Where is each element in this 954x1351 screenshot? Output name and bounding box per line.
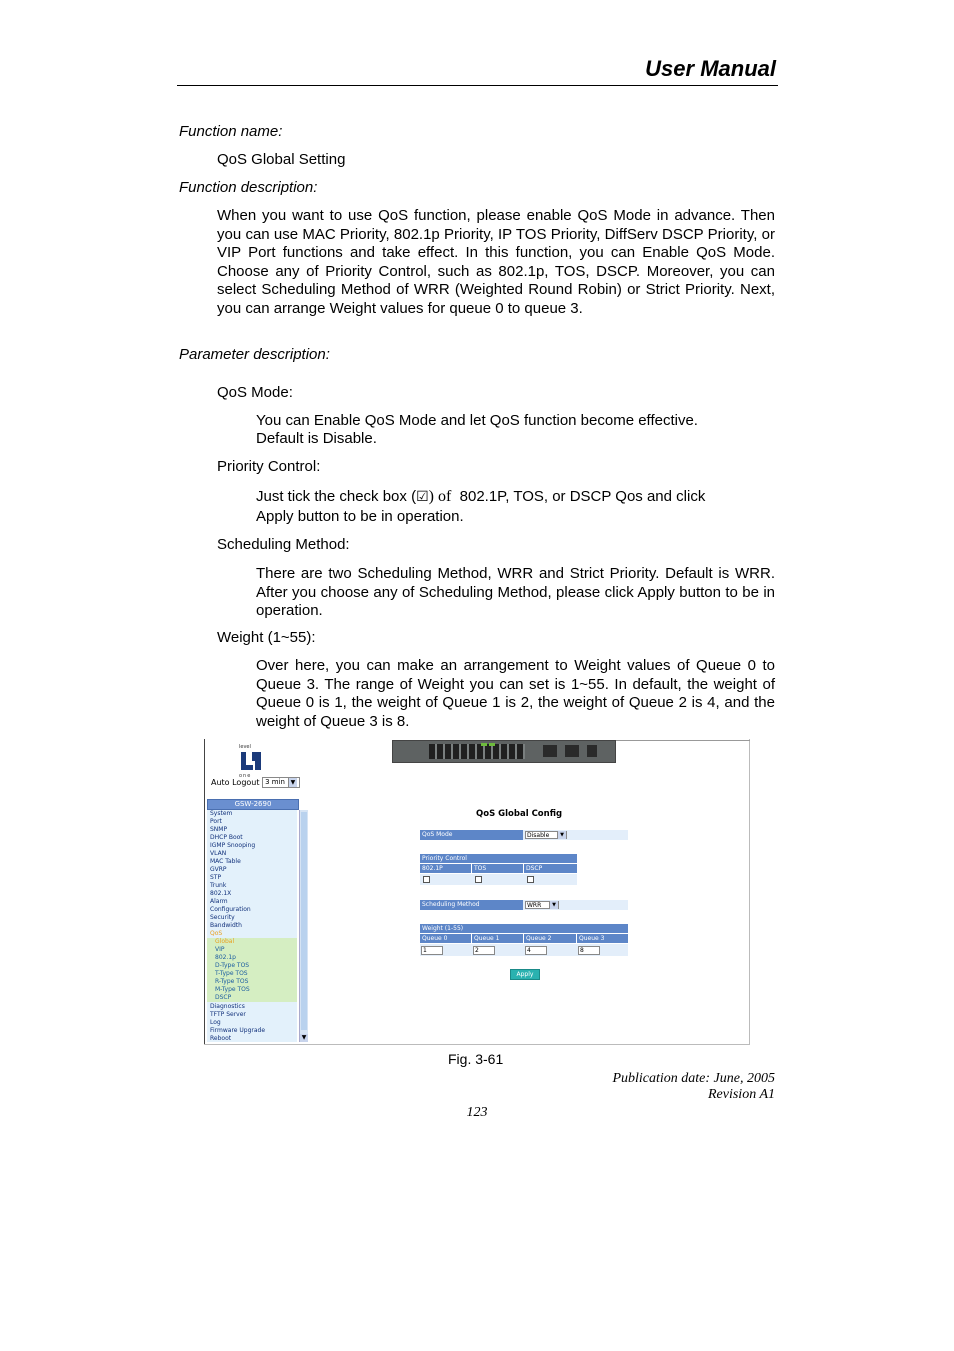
qos-global-config-screenshot: [204, 739, 750, 1045]
queue-col-1: Queue 1: [472, 934, 523, 943]
priority-control-label: Priority Control: [420, 854, 577, 863]
nav-item-vlan[interactable]: VLAN: [210, 850, 227, 857]
nav-item-snmp[interactable]: SNMP: [210, 826, 228, 833]
priority-8021p-checkbox[interactable]: [423, 876, 430, 883]
priority-control-rest: 802.1P, TOS, or DSCP Qos and click: [459, 488, 706, 505]
nav-item-system[interactable]: System: [210, 810, 233, 817]
function-description-label: Function description:: [179, 179, 318, 196]
nav-sub-item-m-type-tos[interactable]: M-Type TOS: [215, 986, 250, 993]
chevron-down-icon: ▼: [557, 831, 566, 839]
nav-item-dhcp-boot[interactable]: DHCP Boot: [210, 834, 243, 841]
priority-control-param-name: Priority Control:: [217, 458, 321, 475]
chevron-down-icon: ▼: [301, 1034, 307, 1041]
nav-header: GSW-2690: [207, 799, 299, 810]
nav-item-security[interactable]: Security: [210, 914, 235, 921]
scheduling-method-desc: There are two Scheduling Method, WRR and Strict Priority. Default is WRR. After you choose any of Scheduling Method, please click Apply button to be in operation.: [256, 565, 775, 620]
qos-mode-param-name: QoS Mode:: [217, 384, 293, 401]
nav-item-stp[interactable]: STP: [210, 874, 222, 881]
nav-sub-item-t-type-tos[interactable]: T-Type TOS: [215, 970, 248, 977]
queue-3-weight-input[interactable]: 8: [578, 946, 600, 955]
nav-sub-item-d-type-tos[interactable]: D-Type TOS: [215, 962, 250, 969]
nav-item-reboot[interactable]: Reboot: [210, 1035, 232, 1042]
nav-item-trunk[interactable]: Trunk: [210, 882, 227, 889]
queue-col-2: Queue 2: [524, 934, 576, 943]
nav-item-log[interactable]: Log: [210, 1019, 221, 1026]
header-rule: [177, 85, 778, 86]
nav-sub-item-global[interactable]: Global: [215, 938, 235, 945]
priority-col-tos: TOS: [472, 864, 523, 873]
nav-sub-item-8021p[interactable]: 802.1p: [215, 954, 236, 961]
weight-label: Weight (1-55): [420, 924, 628, 933]
logo-text-bottom: one: [239, 773, 252, 779]
nav-scrollbar[interactable]: [299, 810, 308, 1042]
nav-item-configuration[interactable]: Configuration: [210, 906, 251, 913]
nav-item-port[interactable]: Port: [210, 818, 222, 825]
qos-mode-desc-line2: Default is Disable.: [256, 430, 377, 447]
priority-tos-checkbox[interactable]: [475, 876, 482, 883]
priority-control-post: ) of: [428, 488, 452, 505]
nav-sub-item-r-type-tos[interactable]: R-Type TOS: [215, 978, 249, 985]
chevron-down-icon: ▼: [549, 901, 558, 909]
level-one-logo: [239, 744, 263, 777]
nav-item-mac-table[interactable]: MAC Table: [210, 858, 241, 865]
queue-col-0: Queue 0: [420, 934, 471, 943]
publication-date: Publication date: June, 2005: [612, 1071, 775, 1086]
qos-mode-label: QoS Mode: [420, 830, 523, 840]
weight-desc: Over here, you can make an arrangement to Weight values of Queue 0 to Queue 3. The range of Weight you can set is 1~55. In default, the weight of Queue 0 is 1, the weight of Queue 1 is 2, the weight of Queue 2 is 4, and the weight of Queue 3 is 8.: [256, 657, 775, 730]
nav-item-firmware-upgrade[interactable]: Firmware Upgrade: [210, 1027, 266, 1034]
auto-logout-value: 3 min: [265, 778, 285, 786]
nav-sub-item-dscp[interactable]: DSCP: [215, 994, 232, 1001]
queue-2-weight-input[interactable]: 4: [525, 946, 547, 955]
function-description-text: When you want to use QoS function, please enable QoS Mode in advance. Then you can use MAC Priority, 802.1p Priority, IP TOS Priority, DiffServ DSCP Priority, or VIP Port functions and take effect. In this function, you can Enable QoS Mode. Choose any of Priority Control, such as 802.1p, TOS, DSCP. Moreover, you can select Scheduling Method of WRR (Weighted Round Robin) or Strict Priority. Next, you can arrange Weight values for queue 0 to queue 3.: [217, 207, 775, 317]
scheduling-method-select[interactable]: [525, 901, 559, 909]
qos-mode-value: Disable: [527, 832, 550, 839]
scheduling-method-value: WRR: [527, 902, 542, 909]
qos-mode-desc-line1: You can Enable QoS Mode and let QoS function become effective.: [256, 412, 698, 429]
revision: Revision A1: [707, 1087, 775, 1102]
priority-control-desc-line2: Apply button to be in operation.: [256, 508, 464, 525]
priority-col-dscp: DSCP: [524, 864, 577, 873]
queue-col-3: Queue 3: [577, 934, 628, 943]
nav-item-8021x[interactable]: 802.1X: [210, 890, 232, 897]
scheduling-method-label: Scheduling Method: [420, 900, 523, 910]
nav-item-qos[interactable]: QoS: [210, 930, 223, 937]
weight-param-name: Weight (1~55):: [217, 629, 316, 646]
queue-0-weight-input[interactable]: 1: [421, 946, 443, 955]
nav-item-gvrp[interactable]: GVRP: [210, 866, 227, 873]
auto-logout: [211, 777, 300, 788]
priority-col-8021p: 802.1P: [420, 864, 471, 873]
nav-item-alarm[interactable]: Alarm: [210, 898, 228, 905]
priority-dscp-checkbox[interactable]: [527, 876, 534, 883]
parameter-description-label: Parameter description:: [179, 346, 330, 363]
switch-device-image: [392, 740, 616, 763]
function-name-label: Function name:: [179, 123, 283, 140]
queue-1-weight-input[interactable]: 2: [473, 946, 495, 955]
checkbox-checked-icon: ☑: [416, 489, 429, 505]
figure-caption: Fig. 3-61: [448, 1051, 504, 1067]
nav-item-tftp-server[interactable]: TFTP Server: [210, 1011, 246, 1018]
logo-text-top: level: [239, 744, 251, 750]
content-title: QoS Global Config: [476, 809, 563, 819]
chevron-down-icon: ▼: [288, 778, 297, 787]
nav-item-diagnostics[interactable]: Diagnostics: [210, 1003, 245, 1010]
scheduling-method-param-name: Scheduling Method:: [217, 536, 350, 553]
priority-control-pre: Just tick the check box (: [256, 488, 417, 505]
nav-item-bandwidth[interactable]: Bandwidth: [210, 922, 242, 929]
nav-item-igmp-snooping[interactable]: IGMP Snooping: [210, 842, 256, 849]
auto-logout-select[interactable]: [262, 777, 300, 788]
nav-sub-item-vip[interactable]: VIP: [215, 946, 225, 953]
apply-button[interactable]: Apply: [510, 969, 540, 980]
qos-mode-select[interactable]: [525, 831, 567, 839]
function-name-value: QoS Global Setting: [217, 151, 346, 168]
page-number: 123: [466, 1105, 488, 1120]
auto-logout-label: Auto Logout: [211, 778, 260, 787]
header-title: User Manual: [645, 56, 776, 81]
priority-control-desc-line1: [256, 488, 705, 507]
